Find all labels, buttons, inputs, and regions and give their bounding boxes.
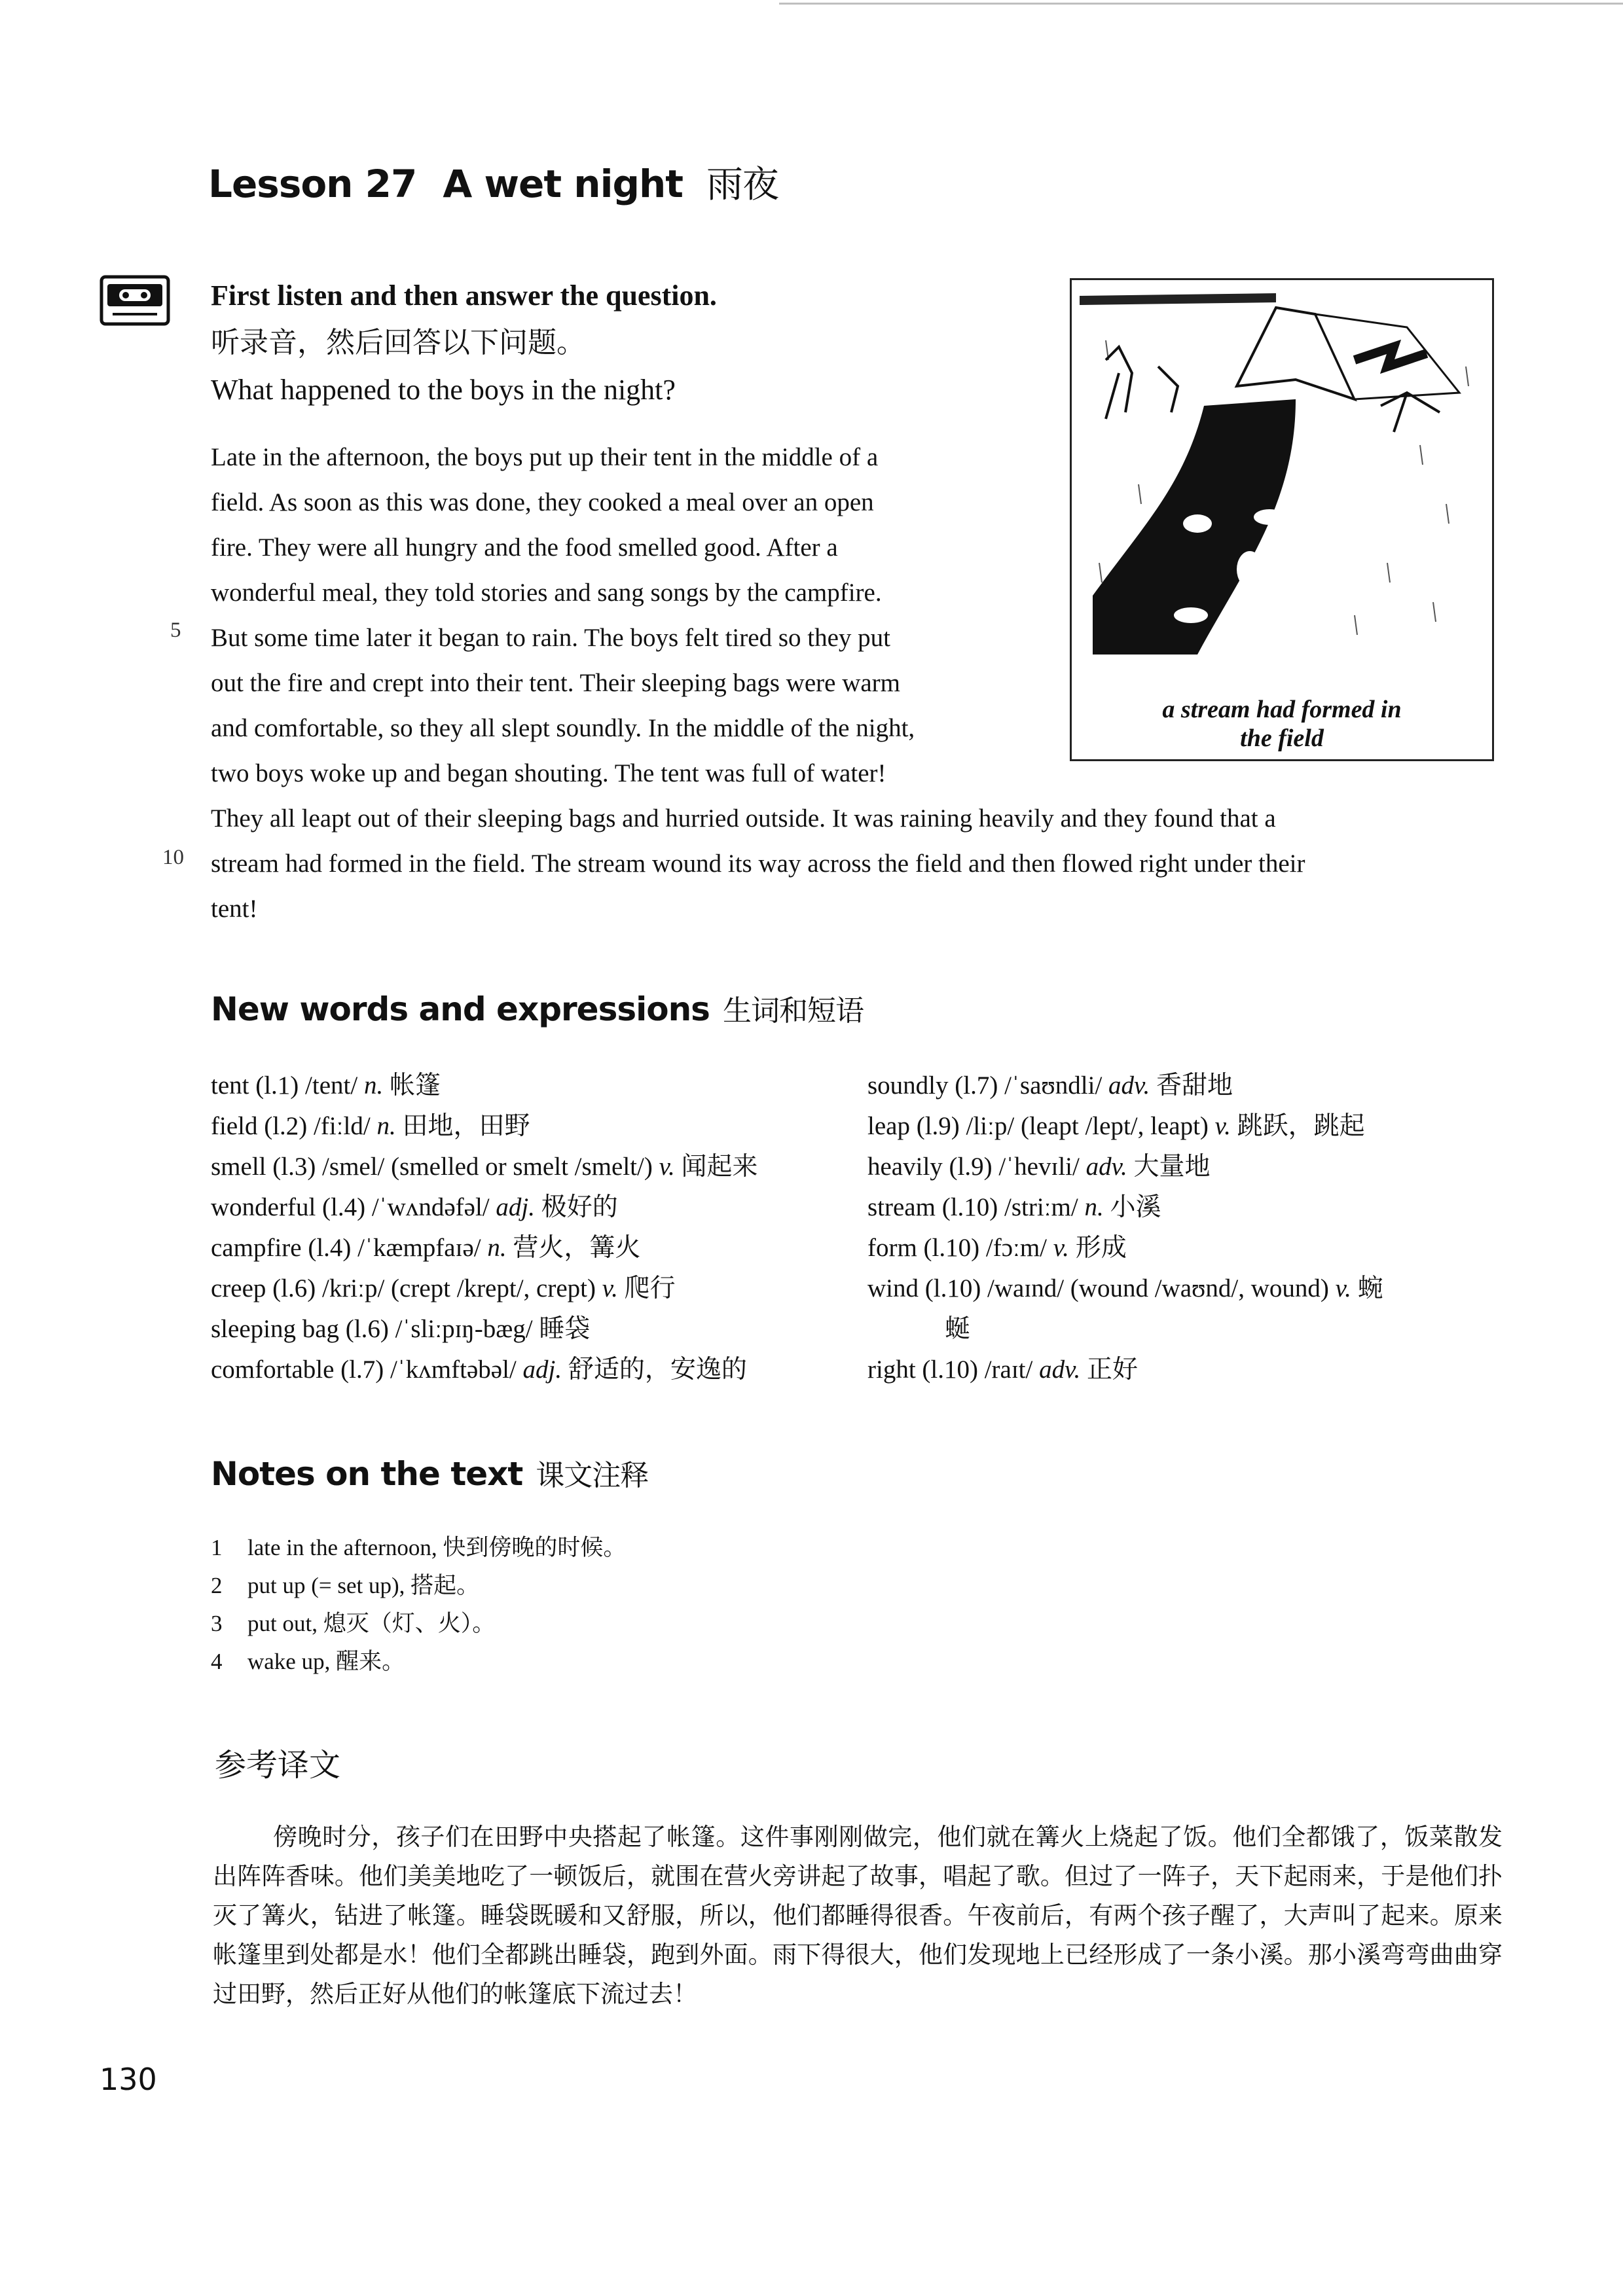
vocab-item: creep (l.6) /kriːp/ (crept /krept/, crept) v. 爬行 <box>211 1274 676 1302</box>
illustration-caption <box>1072 695 1492 753</box>
text-line: They all leapt out of their sleeping bags and hurried outside. It was raining heavily and they found that a <box>211 804 1276 833</box>
vocab-item: field (l.2) /fiːld/ n. 田地，田野 <box>211 1112 530 1140</box>
text-line: wonderful meal, they told stories and sang songs by the campfire. <box>211 579 882 607</box>
lesson-title-text: A wet night <box>443 162 684 206</box>
note-item: 3 put out, 熄灭（灯、火）。 <box>211 1611 496 1636</box>
note-item: 1 late in the afternoon, 快到傍晚的时候。 <box>211 1535 627 1560</box>
notes-list <box>211 1529 626 1681</box>
new-words-heading-en: New words and expressions <box>211 990 710 1028</box>
vocab-item: soundly (l.7) /ˈsaʊndli/ adv. 香甜地 <box>867 1071 1233 1100</box>
vocab-item: tent (l.1) /tent/ n. 帐篷 <box>211 1071 441 1100</box>
caption-line: a stream had formed in <box>1162 696 1402 723</box>
text-line: field. As soon as this was done, they cooked a meal over an open <box>211 488 874 516</box>
translation-heading: 参考译文 <box>215 1748 341 1783</box>
notes-heading-cn: 课文注释 <box>536 1459 649 1492</box>
notes-heading <box>211 1452 648 1494</box>
vocab-list-left <box>211 1066 758 1390</box>
vocab-item: right (l.10) /raɪt/ adv. 正好 <box>867 1355 1139 1384</box>
text-line: tent! <box>211 895 258 923</box>
note-item: 4 wake up, 醒来。 <box>211 1649 405 1674</box>
lesson-number: Lesson 27 <box>208 162 417 206</box>
instruction-heading-cn: 听录音，然后回答以下问题。 <box>211 327 585 359</box>
lesson-title <box>208 156 778 208</box>
note-item: 2 put up (= set up), 搭起。 <box>211 1573 480 1598</box>
text-line: and comfortable, so they all slept soundly. In the middle of the night, <box>211 714 915 742</box>
vocab-item: sleeping bag (l.6) /ˈsliːpɪŋ-bæg/ 睡袋 <box>211 1315 591 1343</box>
instructions <box>211 272 717 414</box>
new-words-heading <box>211 987 864 1029</box>
illustration-frame <box>1070 278 1494 761</box>
top-rule <box>779 3 1623 5</box>
vocab-item: stream (l.10) /striːm/ n. 小溪 <box>867 1193 1161 1221</box>
translation-text: 傍晚时分，孩子们在田野中央搭起了帐篷。这件事刚刚做完，他们就在篝火上烧起了饭。他们全都饿了，饭菜散发出阵阵香味。他们美美地吃了一顿饭后，就围在营火旁讲起了故事，唱起了歌。但过了一阵子，天下起雨来，于是他们扑灭了篝火，钻进了帐篷。睡袋既暖和又舒服，所以，他们都睡得很香。午夜前后，有两个孩子醒了，大声叫了起来。原来帐篷里到处都是水！他们全都跳出睡袋，跑到外面。雨下得很大，他们发现地上已经形成了一条小溪。那小溪弯弯曲曲穿过田野，然后正好从他们的帐篷底下流过去！ <box>213 1824 1503 2008</box>
page-number: 130 <box>100 2062 157 2097</box>
instruction-heading: First listen and then answer the question. <box>211 279 717 312</box>
vocab-item: 蜒 <box>945 1315 971 1343</box>
vocab-item: heavily (l.9) /ˈhevɪli/ adv. 大量地 <box>867 1153 1211 1181</box>
vocab-item: wind (l.10) /waɪnd/ (wound /waʊnd/, wound) v. 蜿 <box>867 1274 1383 1302</box>
text-line: Late in the afternoon, the boys put up their tent in the middle of a <box>211 443 879 471</box>
notes-heading-en: Notes on the text <box>211 1455 523 1493</box>
cassette-icon <box>100 275 170 326</box>
vocab-item: smell (l.3) /smel/ (smelled or smelt /smelt/) v. 闻起来 <box>211 1153 758 1181</box>
text-line: two boys woke up and began shouting. The tent was full of water! <box>211 759 886 787</box>
lesson-title-cn: 雨夜 <box>706 164 779 206</box>
vocab-item: campfire (l.4) /ˈkæmpfaɪə/ n. 营火，篝火 <box>211 1234 641 1262</box>
question: What happened to the boys in the night? <box>211 374 676 406</box>
vocab-list-right <box>867 1066 1383 1390</box>
text-line: out the fire and crept into their tent. Their sleeping bags were warm <box>211 669 900 697</box>
illustration-stream-tent <box>1080 288 1484 689</box>
line-number: 10 <box>162 846 184 869</box>
caption-line: the field <box>1240 725 1324 752</box>
text-line: But some time later it began to rain. The boys felt tired so they put <box>211 624 890 652</box>
text-line: fire. They were all hungry and the food smelled good. After a <box>211 533 838 562</box>
new-words-heading-cn: 生词和短语 <box>722 994 864 1028</box>
vocab-item: form (l.10) /fɔːm/ v. 形成 <box>867 1234 1127 1262</box>
vocab-item: leap (l.9) /liːp/ (leapt /lept/, leapt) v. 跳跃，跳起 <box>867 1112 1365 1140</box>
vocab-item: comfortable (l.7) /ˈkʌmftəbəl/ adj. 舒适的，安逸的 <box>211 1355 747 1384</box>
vocab-item: wonderful (l.4) /ˈwʌndəfəl/ adj. 极好的 <box>211 1193 618 1221</box>
text-line: stream had formed in the field. The stream wound its way across the field and then flowed right under their <box>211 850 1305 878</box>
line-number: 5 <box>170 619 181 642</box>
